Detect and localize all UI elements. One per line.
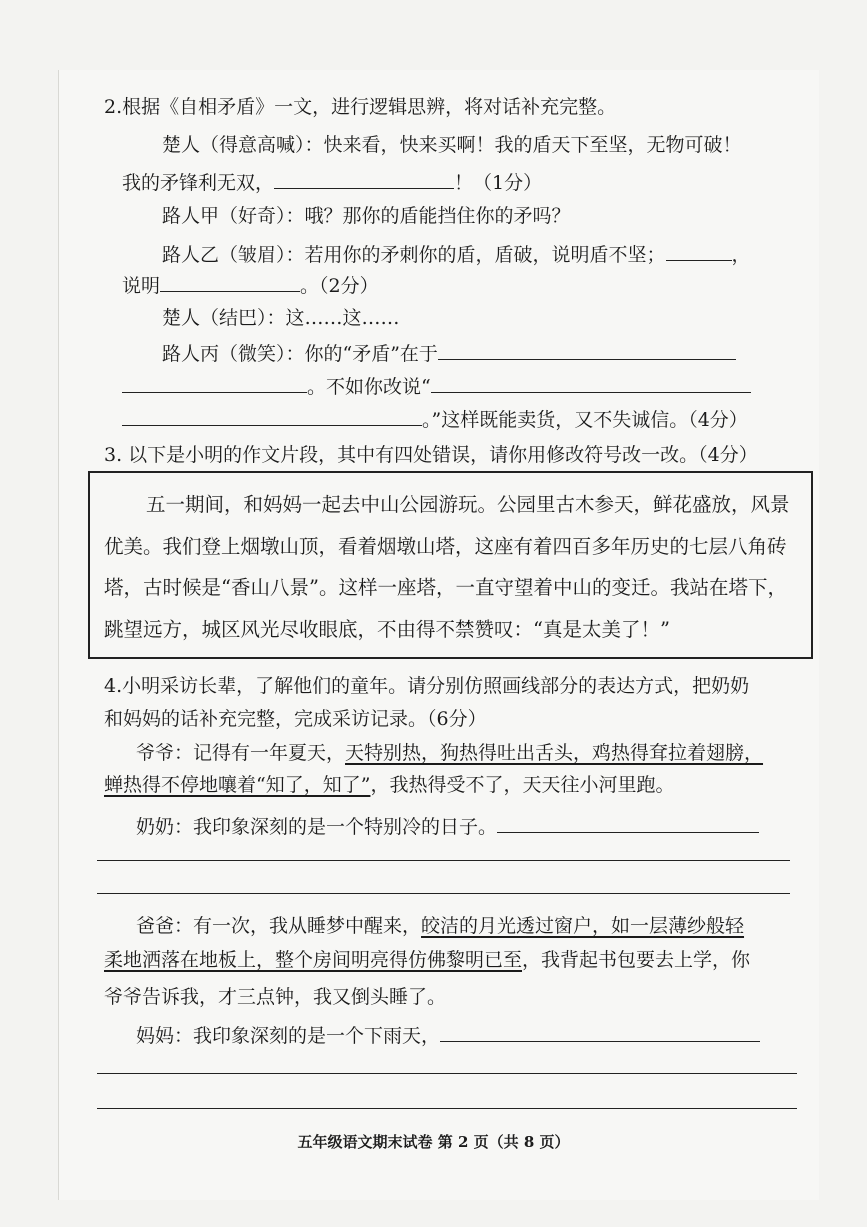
q2-title: 2.根据《自相矛盾》一文，进行逻辑思辨，将对话补充完整。 xyxy=(104,96,617,118)
underlined-example: 蝉热得不停地嚷着“知了，知了” xyxy=(104,774,371,796)
grandpa-line-2 xyxy=(104,772,674,798)
q2-line-yi xyxy=(162,240,751,268)
q2-line-chu: 楚人（得意高喊）：快来看，快来买啊！我的盾天下至坚，无物可破！ xyxy=(162,134,742,156)
q2-line-8 xyxy=(122,372,751,400)
answer-blank[interactable] xyxy=(431,372,751,393)
q2-line-2 xyxy=(122,168,542,196)
q2-score: ！（1分） xyxy=(454,172,543,194)
q2-text: 路人丙（微笑）：你的“矛盾”在于 xyxy=(162,343,438,365)
answer-blank[interactable] xyxy=(497,812,759,833)
answer-blank[interactable] xyxy=(274,168,454,189)
q2-text: ， xyxy=(731,244,751,266)
q4-title-2: 和妈妈的话补充完整，完成采访记录。（6分） xyxy=(104,708,487,730)
q4-text: ，我背起书包要去上学，你 xyxy=(522,949,751,971)
essay-line-2: 优美。我们登上烟墩山顶，看着烟墩山塔，这座有着四百多年历史的七层八角砖 xyxy=(104,535,787,558)
father-line-2 xyxy=(104,947,750,973)
q2-line-9 xyxy=(122,405,748,433)
grandma-line xyxy=(136,812,759,840)
q2-text: 路人乙（皱眉）：若用你的矛刺你的盾，盾破，说明盾不坚； xyxy=(162,244,666,266)
q2-text: 说明 xyxy=(122,275,161,297)
mother-line xyxy=(136,1021,760,1049)
q4-text: 妈妈：我印象深刻的是一个下雨天， xyxy=(136,1025,441,1047)
q4-text: ，我热得受不了，天天往小河里跑。 xyxy=(370,774,675,796)
page-footer: 五年级语文期末试卷 第 2 页（共 8 页） xyxy=(297,1133,570,1151)
answer-line[interactable] xyxy=(97,1108,797,1109)
answer-line[interactable] xyxy=(97,893,790,894)
q2-line-chu2: 楚人（结巴）：这……这…… xyxy=(162,307,400,329)
father-line-3: 爷爷告诉我，才三点钟，我又倒头睡了。 xyxy=(104,986,447,1008)
q2-text: 我的矛锋利无双， xyxy=(122,172,275,194)
q4-text: 奶奶：我印象深刻的是一个特别冷的日子。 xyxy=(136,816,498,838)
q2-score: 。”这样既能卖货，又不失诚信。（4分） xyxy=(422,409,748,431)
q2-line-bing xyxy=(162,339,736,367)
q2-text: 。不如你改说“ xyxy=(307,376,431,398)
q2-line-jia: 路人甲（好奇）：哦？那你的盾能挡住你的矛吗？ xyxy=(162,205,571,227)
q4-text: 爷爷：记得有一年夏天， xyxy=(136,742,346,764)
underlined-example: 柔地洒落在地板上，整个房间明亮得仿佛黎明已至 xyxy=(104,949,523,971)
answer-blank[interactable] xyxy=(160,271,300,292)
q4-title: 4.小明采访长辈，了解他们的童年。请分别仿照画线部分的表达方式，把奶奶 xyxy=(104,675,750,697)
answer-line[interactable] xyxy=(97,860,790,861)
q4-text: 爸爸：有一次，我从睡梦中醒来， xyxy=(136,915,422,937)
q2-score: 。（2分） xyxy=(300,275,379,297)
underlined-example: 天特别热，狗热得吐出舌头，鸡热得耷拉着翅膀， xyxy=(345,742,764,764)
essay-line-4: 跳望远方，城区风光尽收眼底，不由得不禁赞叹：“真是太美了！” xyxy=(104,618,670,641)
answer-line[interactable] xyxy=(97,1073,797,1074)
grandpa-line-1 xyxy=(136,740,763,766)
essay-line-1: 五一期间，和妈妈一起去中山公园游玩。公园里古木参天，鲜花盛放，风景 xyxy=(146,493,790,516)
essay-line-3: 塔，古时候是“香山八景”。这样一座塔，一直守望着中山的变迁。我站在塔下， xyxy=(104,576,787,599)
underlined-example: 皎洁的月光透过窗户，如一层薄纱般轻 xyxy=(421,915,745,937)
answer-blank[interactable] xyxy=(122,405,422,426)
answer-blank[interactable] xyxy=(666,240,732,261)
q3-title: 3. 以下是小明的作文片段，其中有四处错误，请你用修改符号改一改。（4分） xyxy=(104,444,758,466)
answer-blank[interactable] xyxy=(122,372,307,393)
answer-blank[interactable] xyxy=(440,1021,760,1042)
answer-blank[interactable] xyxy=(438,339,736,360)
q2-line-5 xyxy=(122,271,379,299)
father-line-1 xyxy=(136,913,744,939)
